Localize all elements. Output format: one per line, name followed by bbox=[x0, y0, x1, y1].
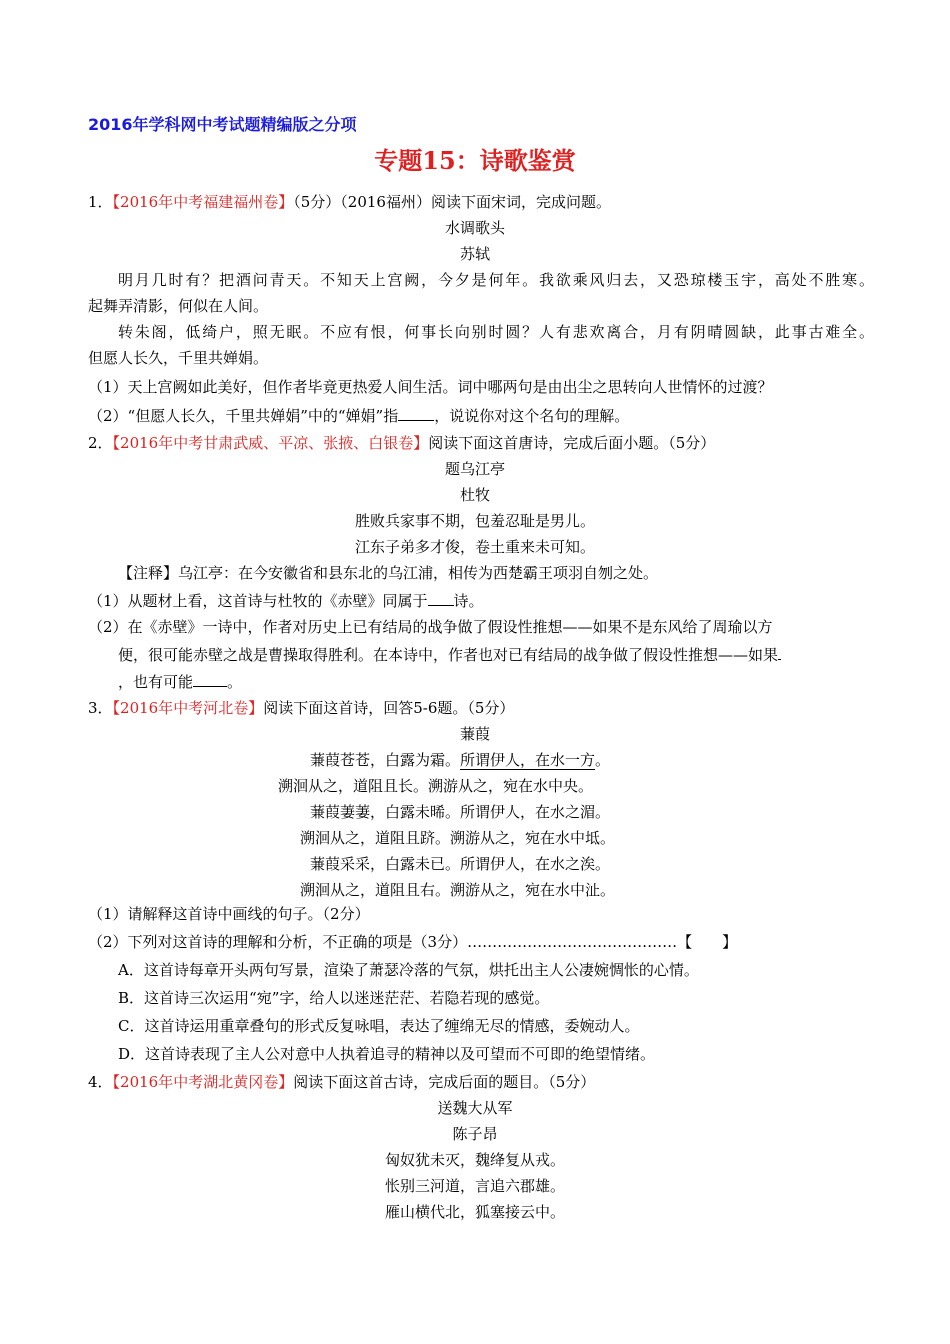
question-4-stem bbox=[88, 1072, 595, 1092]
underlined-line: 所谓伊人，在水一方 bbox=[460, 751, 596, 769]
poem-paragraph-line: 转朱阁，低绮户，照无眠。不应有恨，何事长向别时圆？人有悲欢离合，月有阴晴圆缺，此事古难全。 bbox=[118, 323, 874, 341]
sub-question-line bbox=[118, 671, 242, 692]
sub-question bbox=[88, 405, 629, 426]
sub-question: （1）请解释这首诗中画线的句子。（2分） bbox=[88, 905, 370, 923]
poem-paragraph-line: 明月几时有？把酒问青天。不知天上宫阙，今夕是何年。我欲乘风归去，又恐琼楼玉宇，高处不胜寒。 bbox=[118, 271, 874, 289]
question-stem: （5分）（2016福州）阅读下面宋词，完成问题。 bbox=[293, 193, 611, 211]
sub-question-text: ，也有可能 bbox=[118, 673, 194, 691]
sub-question-text: （2）“但愿人长久，千里共婵娟”中的“婵娟”指 bbox=[88, 407, 399, 425]
question-2-stem bbox=[88, 433, 715, 453]
poem-title: 蒹葭 bbox=[459, 725, 490, 743]
poem-line: 蒹葭萋萋，白露未晞。所谓伊人，在水之湄。 bbox=[310, 803, 611, 821]
sub-question bbox=[88, 590, 484, 611]
poem-paragraph-line: 起舞弄清影，何似在人间。 bbox=[88, 297, 269, 315]
poem-line-text: 。 bbox=[595, 751, 611, 769]
sub-question-text: 。 bbox=[227, 673, 243, 691]
question-source: 【2016年中考湖北黄冈卷】 bbox=[112, 1073, 294, 1091]
poem-line: 蒹葭采采，白露未已。所谓伊人，在水之涘。 bbox=[310, 855, 611, 873]
sub-question-text: ，说说你对这个名句的理解。 bbox=[434, 407, 630, 425]
poem-line: 溯洄从之，道阻且右。溯游从之，宛在水中沚。 bbox=[300, 881, 616, 899]
poem-line bbox=[310, 750, 610, 770]
option-d: D．这首诗表现了主人公对意中人执着追寻的精神以及可望而不可即的绝望情绪。 bbox=[118, 1045, 656, 1063]
sub-question-text: 诗。 bbox=[453, 592, 484, 610]
answer-blank[interactable] bbox=[428, 590, 454, 606]
question-number: 4． bbox=[88, 1073, 113, 1091]
question-stem: 阅读下面这首诗，回答5-6题。（5分） bbox=[263, 699, 515, 717]
poem-title: 送魏大从军 bbox=[437, 1099, 513, 1117]
poem-line: 雁山横代北，狐塞接云中。 bbox=[384, 1203, 565, 1221]
question-3-stem bbox=[88, 698, 514, 718]
poem-author: 苏轼 bbox=[459, 245, 490, 263]
sub-question: （2）下列对这首诗的理解和分析，不正确的项是（3分）……………………………………【 】 bbox=[88, 933, 738, 951]
poem-line: 江东子弟多才俊，卷土重来未可知。 bbox=[354, 538, 595, 556]
poem-line: 匈奴犹未灭，魏绛复从戎。 bbox=[384, 1151, 565, 1169]
question-source: 【2016年中考福建福州卷】 bbox=[112, 193, 294, 211]
poem-line-text: 蒹葭苍苍，白露为霜。 bbox=[310, 751, 461, 769]
sub-question-text: 便，很可能赤壁之战是曹操取得胜利。在本诗中，作者也对已有结局的战争做了假设性推想——如果 bbox=[118, 646, 779, 664]
poem-author: 陈子昂 bbox=[452, 1125, 498, 1143]
answer-blank[interactable] bbox=[778, 644, 781, 660]
annotation-note: 【注释】乌江亭：在今安徽省和县东北的乌江浦，相传为西楚霸王项羽自刎之处。 bbox=[118, 564, 659, 582]
series-header: 2016年学科网中考试题精编版之分项 bbox=[88, 115, 357, 134]
question-1-stem bbox=[88, 192, 611, 212]
answer-blank[interactable] bbox=[193, 671, 227, 687]
sub-question-line bbox=[118, 644, 781, 665]
poem-title: 水调歌头 bbox=[444, 219, 505, 237]
sub-question: （2）在《赤壁》一诗中，作者对历史上已有结局的战争做了假设性推想——如果不是东风给了周瑜以方 bbox=[88, 618, 773, 636]
question-source: 【2016年中考甘肃武威、平凉、张掖、白银卷】 bbox=[112, 434, 429, 452]
answer-blank[interactable] bbox=[398, 405, 434, 421]
poem-paragraph-line: 但愿人长久，千里共婵娟。 bbox=[88, 349, 269, 367]
poem-author: 杜牧 bbox=[459, 486, 490, 504]
question-source: 【2016年中考河北卷】 bbox=[112, 699, 264, 717]
question-stem: 阅读下面这首古诗，完成后面的题目。（5分） bbox=[293, 1073, 596, 1091]
option-b: B．这首诗三次运用“宛”字，给人以迷迷茫茫、若隐若现的感觉。 bbox=[118, 989, 550, 1007]
poem-line: 溯洄从之，道阻且长。溯游从之，宛在水中央。 bbox=[278, 777, 594, 795]
sub-question-text: （1）从题材上看，这首诗与杜牧的《赤壁》同属于 bbox=[88, 592, 428, 610]
page-title: 专题15：诗歌鉴赏 bbox=[374, 146, 576, 175]
question-stem: 阅读下面这首唐诗，完成后面小题。（5分） bbox=[428, 434, 716, 452]
option-c: C．这首诗运用重章叠句的形式反复咏唱，表达了缠绵无尽的情感，委婉动人。 bbox=[118, 1017, 640, 1035]
poem-title: 题乌江亭 bbox=[444, 460, 505, 478]
question-number: 1． bbox=[88, 193, 113, 211]
poem-line: 溯洄从之，道阻且跻。溯游从之，宛在水中坻。 bbox=[300, 829, 616, 847]
option-a: A．这首诗每章开头两句写景，渲染了萧瑟冷落的气氛，烘托出主人公凄婉惆怅的心情。 bbox=[118, 961, 699, 979]
question-number: 2． bbox=[88, 434, 113, 452]
poem-line: 怅别三河道，言追六郡雄。 bbox=[384, 1177, 565, 1195]
question-number: 3． bbox=[88, 699, 113, 717]
sub-question: （1）天上宫阙如此美好，但作者毕竟更热爱人间生活。词中哪两句是由出尘之思转向人世情怀的过渡？ bbox=[88, 378, 773, 396]
poem-line: 胜败兵家事不期，包羞忍耻是男儿。 bbox=[354, 512, 595, 530]
